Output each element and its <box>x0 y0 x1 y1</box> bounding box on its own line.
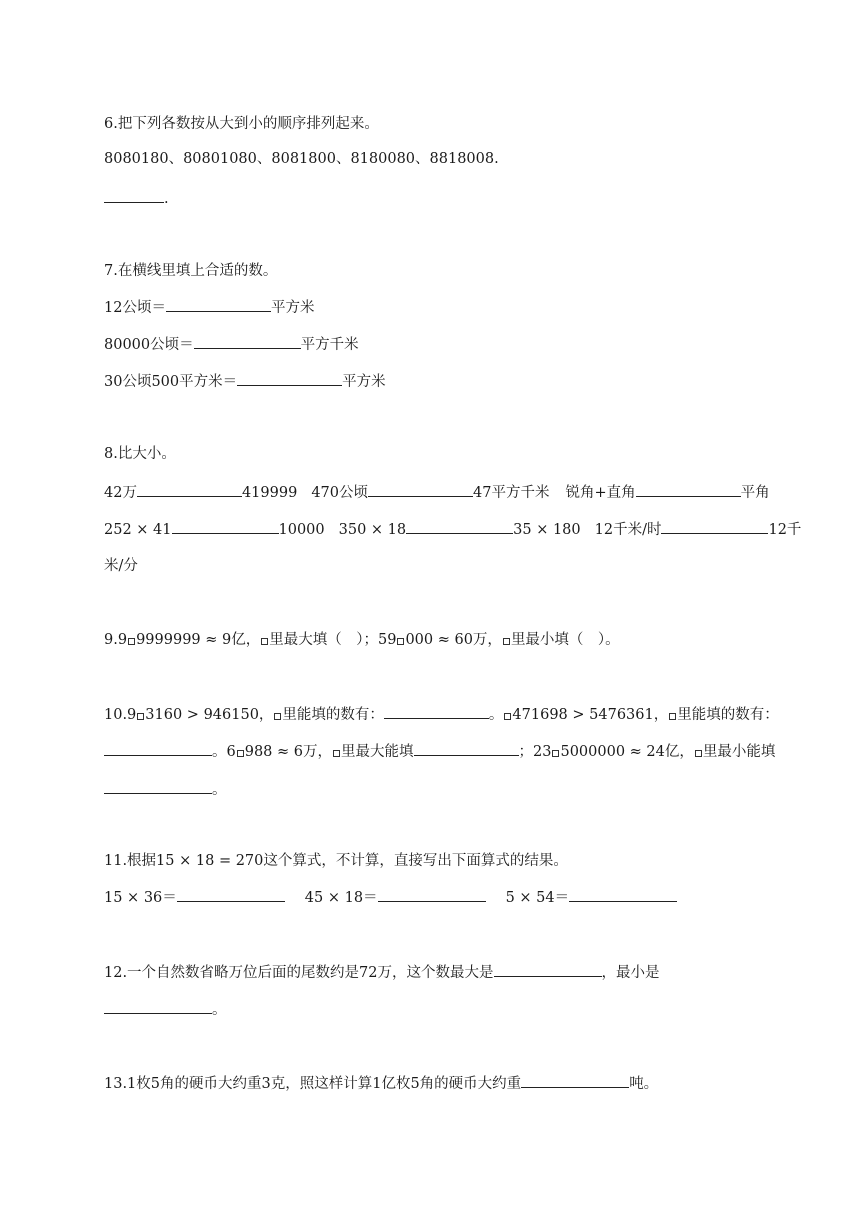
q10-blank-1[interactable] <box>384 704 489 719</box>
q7-l2-prefix: 80000公顷＝ <box>104 337 194 353</box>
q8-row-3: 米/分 <box>104 558 138 574</box>
q12-b: ，最小是 <box>601 965 660 981</box>
q10-blank-3[interactable] <box>414 741 519 756</box>
q7-l1-unit: 平方米 <box>270 300 315 316</box>
q13-line <box>104 1073 658 1094</box>
q8-r1-d: 47平方千米 <box>473 485 550 501</box>
q6-answer-line <box>104 188 169 209</box>
q7-l1-blank[interactable] <box>166 297 271 312</box>
q12-blank-2[interactable] <box>104 999 212 1014</box>
q7-l3-prefix: 30公顷500平方米＝ <box>104 374 238 390</box>
q11-e1: 15 × 36＝ <box>104 890 177 906</box>
square-box-icon <box>137 713 144 720</box>
q10-j: ；23 <box>518 744 552 760</box>
q11-blank-3[interactable] <box>569 887 677 902</box>
q9-b: 9999999 ≈ 9亿， <box>136 632 261 648</box>
square-box-icon <box>669 713 676 720</box>
q6-title: 6.把下列各数按从大到小的顺序排列起来。 <box>104 116 379 132</box>
square-box-icon <box>261 638 268 645</box>
q8-r1-f: 平角 <box>740 485 770 501</box>
q8-r1-c: 470公顷 <box>311 485 368 501</box>
q8-r2-a: 252 × 41 <box>104 522 172 538</box>
q8-row-1 <box>104 482 770 503</box>
q7-l2-blank[interactable] <box>194 334 301 349</box>
q8-r1-a: 42万 <box>104 485 137 501</box>
q11-blank-2[interactable] <box>378 887 486 902</box>
q8-r2-f: 12千 <box>768 522 802 538</box>
q10-l: 里最小能填 <box>702 744 776 760</box>
square-box-icon <box>552 750 559 757</box>
q7-line-3 <box>104 371 386 392</box>
square-box-icon <box>237 750 244 757</box>
q8-r1-e: 锐角+直角 <box>565 485 636 501</box>
q8-r1-blank-2[interactable] <box>368 482 473 497</box>
q11-title: 11.根据15 × 18 = 270这个算式，不计算，直接写出下面算式的结果。 <box>104 853 568 869</box>
q7-line-1 <box>104 297 314 318</box>
q10-g: 。6 <box>212 744 236 760</box>
q7-l1-prefix: 12公顷＝ <box>104 300 166 316</box>
q8-title: 8.比大小。 <box>104 446 176 462</box>
q10-d: 。 <box>488 707 504 723</box>
q10-blank-4[interactable] <box>104 779 212 794</box>
q13-b: 吨。 <box>629 1076 659 1092</box>
q9-e: 里最小填（ ）。 <box>510 632 620 648</box>
q10-f: 里能填的数有： <box>677 707 779 723</box>
q8-r1-blank-1[interactable] <box>137 482 242 497</box>
q7-title: 7.在横线里填上合适的数。 <box>104 263 278 279</box>
q12-blank-1[interactable] <box>494 962 602 977</box>
square-box-icon <box>504 713 511 720</box>
q8-row-2 <box>104 519 801 540</box>
square-box-icon <box>503 638 510 645</box>
q12-line-1 <box>104 962 660 983</box>
square-box-icon <box>128 638 135 645</box>
q8-r2-e: 12千米/时 <box>594 522 662 538</box>
q10-e: 471698 > 5476361， <box>512 707 669 723</box>
q10-h: 988 ≈ 6万， <box>244 744 333 760</box>
q8-r2-c: 350 × 18 <box>338 522 407 538</box>
q6-answer-end: . <box>164 191 169 207</box>
q8-r1-b: 419999 <box>241 485 298 501</box>
q11-e3: 5 × 54＝ <box>505 890 570 906</box>
q8-r2-d: 35 × 180 <box>513 522 581 538</box>
q7-l3-unit: 平方米 <box>342 374 386 390</box>
q7-l2-unit: 平方千米 <box>300 337 359 353</box>
q6-answer-blank[interactable] <box>104 188 164 203</box>
q12-c: 。 <box>212 1002 227 1018</box>
q7-line-2 <box>104 334 359 355</box>
q12-line-2 <box>104 999 227 1020</box>
q10-i: 里最大能填 <box>341 744 414 760</box>
q13-blank[interactable] <box>521 1073 629 1088</box>
q8-r1-blank-3[interactable] <box>636 482 741 497</box>
q10-line-3 <box>104 779 227 800</box>
q10-blank-2[interactable] <box>104 741 212 756</box>
q8-r2-blank-3[interactable] <box>661 519 768 534</box>
square-box-icon <box>333 750 340 757</box>
q9-d: 000 ≈ 60万， <box>405 632 502 648</box>
q9-a: 9.9 <box>104 632 128 648</box>
q9-line <box>104 630 620 650</box>
q11-equations <box>104 887 677 908</box>
square-box-icon <box>695 750 702 757</box>
square-box-icon <box>274 713 281 720</box>
q10-line-1 <box>104 704 779 725</box>
q10-a: 10.9 <box>104 707 137 723</box>
q13-a: 13.1枚5角的硬币大约重3克，照这样计算1亿枚5角的硬币大约重 <box>104 1076 522 1092</box>
q11-e2: 45 × 18＝ <box>304 890 378 906</box>
q8-r2-blank-2[interactable] <box>406 519 513 534</box>
q11-blank-1[interactable] <box>177 887 285 902</box>
q8-r2-blank-1[interactable] <box>172 519 279 534</box>
q6-numbers: 8080180、80801080、8081800、8180080、8818008. <box>104 151 499 167</box>
q12-a: 12.一个自然数省略万位后面的尾数约是72万，这个数最大是 <box>104 965 494 981</box>
q9-c: 里最大填（ ）；59 <box>269 632 397 648</box>
q10-c: 里能填的数有： <box>282 707 384 723</box>
q10-b: 3160 > 946150， <box>145 707 274 723</box>
q10-line-2 <box>104 741 775 762</box>
q10-m: 。 <box>212 782 227 798</box>
q7-l3-blank[interactable] <box>237 371 342 386</box>
q10-k: 5000000 ≈ 24亿， <box>560 744 694 760</box>
square-box-icon <box>397 638 404 645</box>
q8-r2-b: 10000 <box>278 522 325 538</box>
